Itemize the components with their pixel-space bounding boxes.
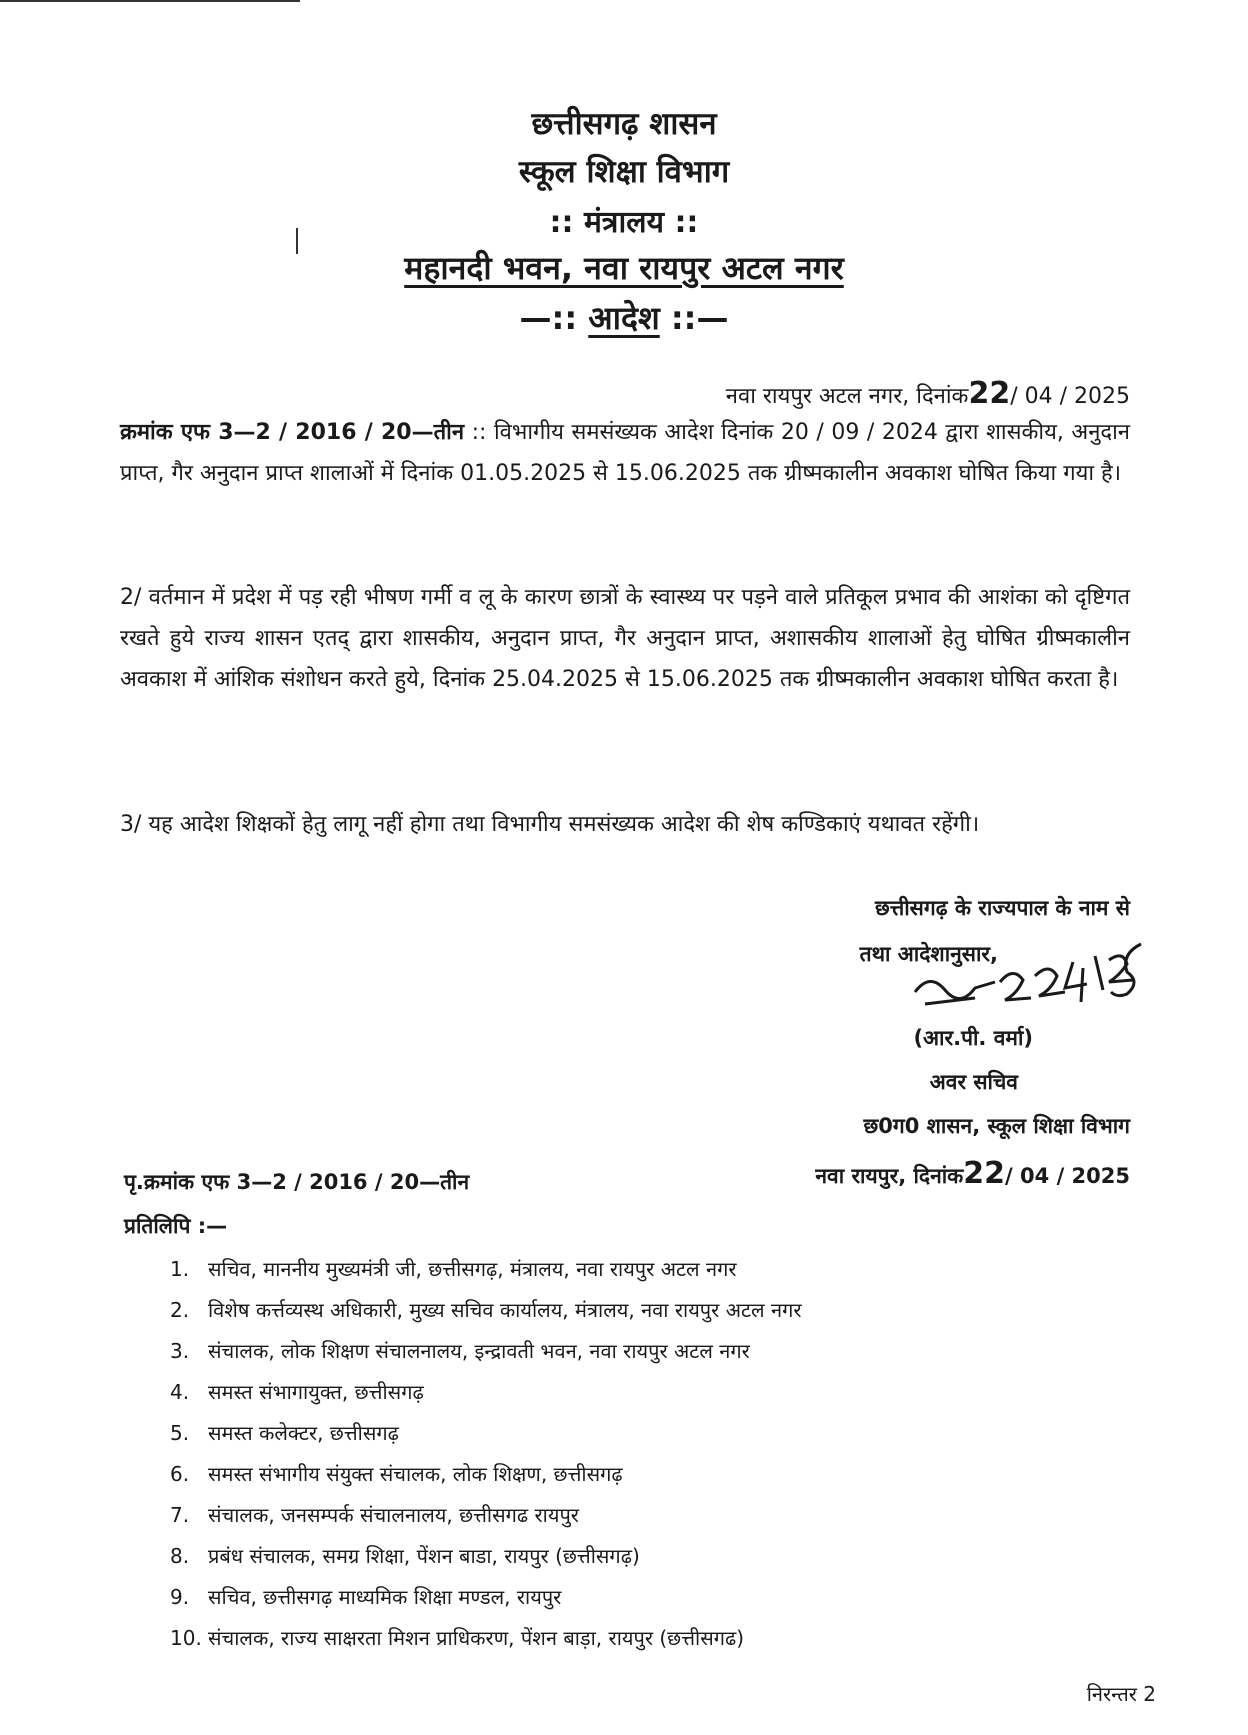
- signatory-designation: अवर सचिव: [929, 1070, 1018, 1094]
- list-item-number: 9.: [170, 1584, 190, 1609]
- list-item-number: 5.: [170, 1420, 190, 1445]
- paragraph-1: [120, 412, 1130, 494]
- list-item: [170, 1453, 1070, 1494]
- signature-authority-line: छत्तीसगढ़ के राज्यपाल के नाम से: [875, 896, 1130, 920]
- list-item-text: संचालक, लोक शिक्षण संचालनालय, इन्द्रावती भवन, नवा रायपुर अटल नगर: [208, 1339, 750, 1363]
- department-name: स्कूल शिक्षा विभाग: [518, 154, 730, 190]
- list-item-text: समस्त कलेक्टर, छत्तीसगढ़: [208, 1421, 399, 1445]
- list-item-number: 2.: [170, 1297, 190, 1322]
- paragraph-2: 2/ वर्तमान में प्रदेश में पड़ रही भीषण गर्मी व लू के कारण छात्रों के स्वास्थ्य पर पड़ने वाले प्रतिकूल प्रभाव की आशंका को दृष्टिगत रखते हुये राज्य शासन एतद् द्वारा शासकीय, अनुदान प्राप्त, गैर अनुदान प्राप्त, अशासकीय शालाओं हेतु घोषित ग्रीष्मकालीन अवकाश में आंशिक संशोधन करते हुये, दिनांक 25.04.2025 से 15.06.2025 तक ग्रीष्मकालीन अवकाश घोषित करता है।: [120, 585, 1130, 692]
- list-item-text: संचालक, राज्य साक्षरता मिशन प्राधिकरण, पेंशन बाड़ा, रायपुर (छत्तीसगढ): [208, 1626, 745, 1650]
- order-date-line: नवा रायपुर अटल नगर, दिनांक22/ 04 / 2025: [725, 376, 1130, 411]
- government-name: छत्तीसगढ़ शासन: [531, 106, 717, 142]
- list-item-number: 6.: [170, 1461, 190, 1486]
- list-item-text: सचिव, छत्तीसगढ़ माध्यमिक शिक्षा मण्डल, रायपुर: [208, 1585, 562, 1609]
- list-item-text: विशेष कर्त्तव्यस्थ अधिकारी, मुख्य सचिव कार्यालय, मंत्रालय, नवा रायपुर अटल नगर: [208, 1298, 802, 1322]
- recipient-list: [170, 1248, 1070, 1658]
- list-item: [170, 1617, 1070, 1658]
- continuation-note: निरन्तर 2: [1086, 1682, 1156, 1706]
- office-address: [0, 246, 1248, 289]
- list-item-number: 4.: [170, 1379, 190, 1404]
- signature-date-line: नवा रायपुर, दिनांक22/ 04 / 2025: [815, 1156, 1130, 1191]
- order-title: आदेश: [588, 299, 660, 337]
- list-item: [170, 1330, 1070, 1371]
- list-item-number: 8.: [170, 1543, 190, 1568]
- signatory-name: (आर.पी. वर्मा): [913, 1026, 1033, 1050]
- list-item-number: 7.: [170, 1502, 190, 1527]
- endorsement-number: पृ.क्रमांक एफ 3—2 / 2016 / 20—तीन: [124, 1170, 470, 1194]
- list-item-number: 10.: [170, 1625, 202, 1650]
- list-item: [170, 1494, 1070, 1535]
- list-item-text: संचालक, जनसम्पर्क संचालनालय, छत्तीसगढ रायपुर: [208, 1503, 579, 1527]
- list-item: [170, 1289, 1070, 1330]
- handwritten-signature: [905, 932, 1145, 1032]
- list-item-number: 1.: [170, 1256, 190, 1281]
- list-item-text: प्रबंध संचालक, समग्र शिक्षा, पेंशन बाडा, रायपुर (छत्तीसगढ़): [208, 1544, 640, 1568]
- ministry-label: :: मंत्रालय ::: [549, 205, 699, 240]
- list-item: [170, 1248, 1070, 1289]
- scan-mark: [0, 0, 300, 2]
- paragraph-3: 3/ यह आदेश शिक्षकों हेतु लागू नहीं होगा तथा विभागीय समसंख्यक आदेश की शेष कण्डिकाएं यथावत रहेंगी।: [120, 812, 980, 837]
- order-number: क्रमांक एफ 3—2 / 2016 / 20—तीन: [120, 420, 465, 445]
- signatory-office: छ0ग0 शासन, स्कूल शिक्षा विभाग: [863, 1114, 1130, 1138]
- list-item-text: सचिव, माननीय मुख्यमंत्री जी, छत्तीसगढ़, मंत्रालय, नवा रायपुर अटल नगर: [208, 1257, 737, 1281]
- list-item-text: समस्त संभागायुक्त, छत्तीसगढ़: [208, 1380, 424, 1404]
- list-item: [170, 1535, 1070, 1576]
- order-date-day: 22: [968, 376, 1011, 411]
- copy-label: प्रतिलिपि :—: [124, 1214, 228, 1238]
- list-item-number: 3.: [170, 1338, 190, 1363]
- list-item: [170, 1576, 1070, 1617]
- signature-order-line: तथा आदेशानुसार,: [859, 942, 998, 966]
- signature-date-day: 22: [963, 1156, 1006, 1191]
- list-item: [170, 1412, 1070, 1453]
- list-item-text: समस्त संभागीय संयुक्त संचालक, लोक शिक्षण, छत्तीसगढ़: [208, 1462, 623, 1486]
- paragraph-1-text: :: विभागीय समसंख्यक आदेश दिनांक 20 / 09 / 2024 द्वारा शासकीय, अनुदान प्राप्त, गैर अनुदान प्राप्त शालाओं में दिनांक 01.05.2025 से 15.06.2025 तक ग्रीष्मकालीन अवकाश घोषित किया गया है।: [120, 420, 1130, 486]
- order-heading: —:: आदेश ::—: [519, 299, 729, 337]
- office-address-text: महानदी भवन, नवा रायपुर अटल नगर: [404, 249, 844, 287]
- list-item: [170, 1371, 1070, 1412]
